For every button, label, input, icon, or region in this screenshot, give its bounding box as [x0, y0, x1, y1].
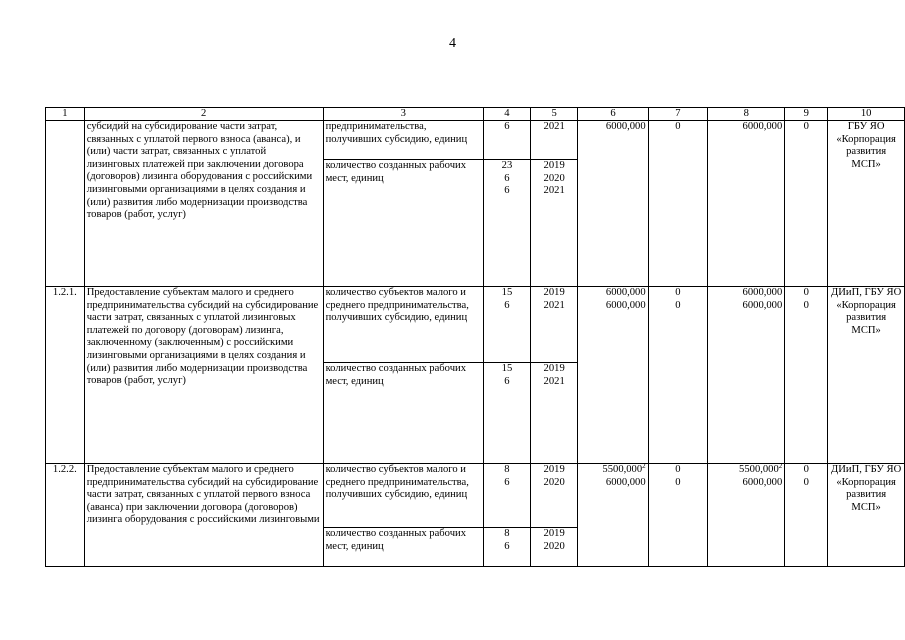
- table-row: [46, 287, 905, 363]
- indicator-value: 6: [504, 299, 510, 311]
- event-description: Предоставление субъектам малого и среднего предпринимательства субсидий на субсидирование части затрат, связанных с уплатой лизинговых платежей по договору (договорам) лизинга, заключенному (заключенным) с российскими лизинговыми организациями в целях создания и (или) развития либо модернизации производства товаров (работ, услуг): [84, 287, 323, 464]
- funding-total-cell: [578, 464, 648, 567]
- regional-funding: 6000,000: [742, 476, 783, 488]
- year-cell: [530, 160, 577, 287]
- header-cell: 4: [483, 108, 530, 121]
- event-description: Предоставление субъектам малого и среднего предпринимательства субсидий на субсидирование части затрат, связанных с уплатой первого взноса (аванса) при заключении договора (договоров) лизинга оборудования с российскими лизинговыми: [84, 464, 323, 567]
- other-funding-cell: [785, 464, 828, 567]
- federal-funding-cell: [648, 464, 708, 567]
- indicator-name: количество субъектов малого и среднего предпринимательства, получивших субсидию, единиц: [323, 464, 483, 528]
- executor: ДИиП, ГБУ ЯО «Корпорация развития МСП»: [828, 464, 905, 567]
- indicator-value-cell: [483, 121, 530, 160]
- other-funding-cell: [785, 287, 828, 464]
- indicator-value: 15: [501, 287, 513, 298]
- indicator-name: предпринимательства, получивших субсидию, единиц: [323, 121, 483, 160]
- other-funding: 0: [803, 287, 809, 298]
- indicator-value: 6: [504, 540, 510, 552]
- funding-total-cell: [578, 121, 648, 287]
- year: 2019: [543, 363, 565, 374]
- funding-total: 6000,000: [605, 121, 646, 132]
- header-cell: 7: [648, 108, 708, 121]
- year: 2020: [543, 172, 565, 184]
- header-row: [46, 108, 905, 121]
- other-funding: 0: [803, 476, 809, 488]
- header-cell: 1: [46, 108, 85, 121]
- other-funding: 0: [803, 299, 809, 311]
- regional-funding: 5500,000: [739, 464, 779, 475]
- year-cell: [530, 121, 577, 160]
- regional-funding-cell: [708, 464, 785, 567]
- item-number: 1.2.2.: [46, 464, 85, 567]
- year: 2021: [543, 299, 565, 311]
- indicator-value-cell: [483, 363, 530, 464]
- year: 2019: [543, 528, 565, 539]
- funding-total: 6000,000: [605, 476, 646, 488]
- header-cell: 9: [785, 108, 828, 121]
- header-cell: 6: [578, 108, 648, 121]
- header-cell: 3: [323, 108, 483, 121]
- indicator-value: 15: [501, 363, 513, 374]
- regional-funding-cell: [708, 121, 785, 287]
- federal-funding: 0: [675, 287, 681, 298]
- funding-total: 6000,000: [605, 299, 646, 311]
- table-row: [46, 121, 905, 160]
- federal-funding: 0: [675, 476, 681, 488]
- year-cell: [530, 287, 577, 363]
- program-table: [45, 107, 905, 567]
- regional-funding-cell: [708, 287, 785, 464]
- year: 2021: [543, 375, 565, 387]
- page-number: 4: [449, 36, 456, 51]
- year: 2021: [543, 185, 565, 197]
- regional-funding: 6000,000: [742, 287, 783, 298]
- indicator-value: 6: [504, 185, 510, 197]
- indicator-value: 6: [504, 375, 510, 387]
- indicator-value-cell: [483, 464, 530, 528]
- indicator-name: количество субъектов малого и среднего предпринимательства, получивших субсидию, единиц: [323, 287, 483, 363]
- indicator-value-cell: [483, 287, 530, 363]
- year: 2020: [543, 476, 565, 488]
- indicator-value-cell: [483, 528, 530, 567]
- indicator-value: 23: [501, 160, 513, 171]
- year: 2021: [543, 121, 565, 132]
- header-cell: 5: [530, 108, 577, 121]
- federal-funding: 0: [675, 299, 681, 311]
- footnote-mark: 2: [642, 463, 646, 470]
- item-number-cell: [46, 121, 85, 287]
- funding-total: 5500,000: [602, 464, 643, 475]
- year: 2019: [543, 160, 565, 171]
- indicator-value: 8: [504, 528, 510, 539]
- funding-total-cell: [578, 287, 648, 464]
- year: 2019: [543, 287, 565, 298]
- executor: ГБУ ЯО «Корпорация развития МСП»: [828, 121, 905, 287]
- federal-funding-cell: [648, 121, 708, 287]
- indicator-name: количество созданных рабочих мест, единиц: [323, 160, 483, 287]
- year-cell: [530, 464, 577, 528]
- header-cell: 2: [84, 108, 323, 121]
- other-funding-cell: [785, 121, 828, 287]
- executor: ДИиП, ГБУ ЯО «Корпорация развития МСП»: [828, 287, 905, 464]
- indicator-value: 6: [504, 121, 510, 132]
- federal-funding-cell: [648, 287, 708, 464]
- other-funding: 0: [803, 121, 809, 132]
- item-number: 1.2.1.: [46, 287, 85, 464]
- federal-funding: 0: [675, 121, 681, 132]
- indicator-value-cell: [483, 160, 530, 287]
- regional-funding: 6000,000: [742, 299, 783, 311]
- year-cell: [530, 363, 577, 464]
- year: 2020: [543, 540, 565, 552]
- year-cell: [530, 528, 577, 567]
- indicator-value: 6: [504, 172, 510, 184]
- funding-total: 6000,000: [605, 287, 646, 298]
- header-cell: 10: [828, 108, 905, 121]
- federal-funding: 0: [675, 464, 681, 475]
- table-row: [46, 464, 905, 528]
- event-description: субсидий на субсидирование части затрат, связанных с уплатой первого взноса (аванса), и (или) части затрат, связанных с уплатой лизинговых платежей при заключении договора (договоров) лизинга оборудования с российскими лизинговыми организациями в целях создания и (или) развития либо модернизации производства товаров (работ, услуг): [84, 121, 323, 287]
- regional-funding: 6000,000: [742, 121, 783, 132]
- header-cell: 8: [708, 108, 785, 121]
- year: 2019: [543, 464, 565, 475]
- other-funding: 0: [803, 464, 809, 475]
- footnote-mark: 2: [778, 463, 783, 470]
- indicator-name: количество созданных рабочих мест, единиц: [323, 363, 483, 464]
- indicator-value: 8: [504, 464, 510, 475]
- indicator-value: 6: [504, 476, 510, 488]
- indicator-name: количество созданных рабочих мест, единиц: [323, 528, 483, 567]
- regional-funding-line: [710, 464, 782, 477]
- funding-total-line: [580, 464, 645, 477]
